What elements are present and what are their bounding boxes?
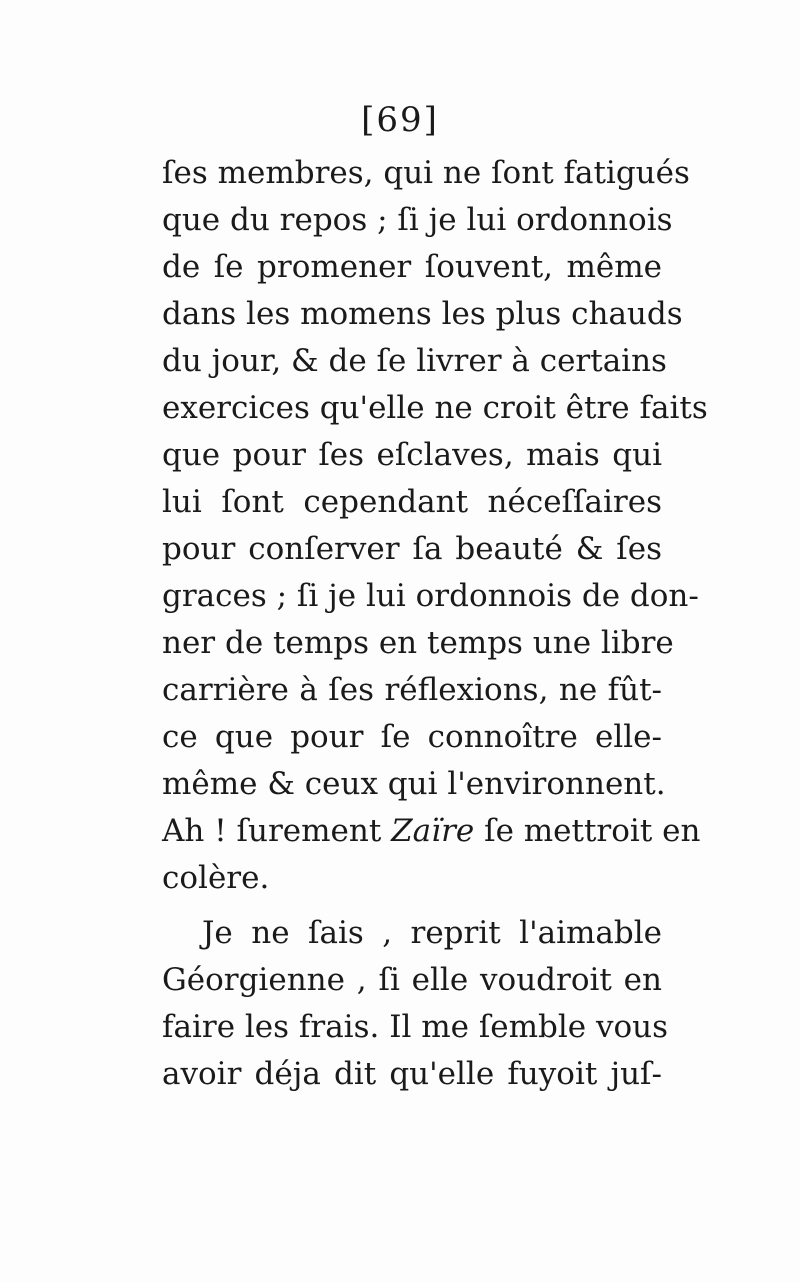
emphasized-name: Zaïre bbox=[391, 813, 475, 849]
text-line: graces ; ſi je lui ordonnois de don- bbox=[162, 578, 699, 614]
text-line: pour conſerver ſa beauté & ſes bbox=[162, 531, 662, 567]
text-line: exercices qu'elle ne croit être faits bbox=[162, 390, 708, 426]
text-fragment: Ah ! ſurement bbox=[162, 813, 392, 849]
text-line: que du repos ; ſi je lui ordonnois bbox=[162, 202, 673, 238]
page-number: [69] bbox=[361, 100, 439, 140]
text-line: carrière à ſes réflexions, ne fût- bbox=[162, 672, 662, 708]
text-line: ſes membres, qui ne ſont fatigués bbox=[162, 155, 690, 191]
text-line-with-emphasis bbox=[162, 808, 701, 855]
text-line: dans les momens les plus chauds bbox=[162, 296, 683, 332]
page-text bbox=[162, 150, 708, 1098]
text-line: Je ne ſais , reprit l'aimable bbox=[202, 915, 662, 951]
text-line: ce que pour ſe connoître elle- bbox=[162, 719, 662, 755]
text-line: lui ſont cependant néceſſaires bbox=[162, 484, 662, 520]
text-line: colère. bbox=[162, 860, 270, 896]
text-fragment: ſe mettroit en bbox=[474, 813, 701, 849]
text-line: que pour ſes eſclaves, mais qui bbox=[162, 437, 662, 473]
text-line: ner de temps en temps une libre bbox=[162, 625, 674, 661]
text-line: du jour, & de ſe livrer à certains bbox=[162, 343, 667, 379]
text-line: Géorgienne , ſi elle voudroit en bbox=[162, 962, 662, 998]
text-line: même & ceux qui l'environnent. bbox=[162, 766, 666, 802]
text-line: de ſe promener ſouvent, même bbox=[162, 249, 662, 285]
text-line: avoir déja dit qu'elle fuyoit juſ- bbox=[162, 1056, 662, 1092]
text-line: faire les frais. Il me ſemble vous bbox=[162, 1009, 669, 1045]
